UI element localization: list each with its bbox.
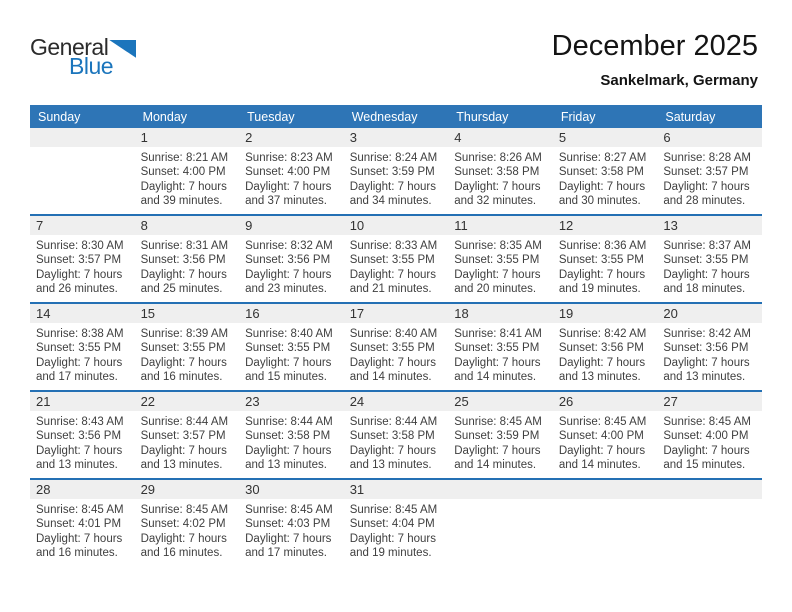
daylight-line: and 13 minutes. [245, 459, 327, 472]
day-cell [344, 215, 449, 303]
week-row [30, 128, 762, 215]
sunrise-line: Sunrise: 8:41 AM [454, 328, 542, 340]
day-details [553, 411, 658, 473]
daylight-line: Daylight: 7 hours [663, 444, 750, 457]
logo-word-general: General [30, 34, 109, 60]
day-details [135, 499, 240, 561]
sunset-line: Sunset: 3:55 PM [454, 254, 540, 267]
day-cell [344, 303, 449, 391]
daylight-line: Daylight: 7 hours [140, 180, 227, 193]
sunrise-line: Sunrise: 8:27 AM [558, 152, 647, 164]
day-number-band: 18 [448, 304, 553, 323]
day-details [448, 323, 553, 385]
daylight-line: and 26 minutes. [36, 283, 118, 296]
daylight-line: and 28 minutes. [663, 195, 746, 208]
weekday-header-row [30, 105, 762, 128]
weekday-header-saturday: Saturday [657, 105, 762, 128]
day-details [657, 411, 762, 473]
day-number-band: 9 [239, 216, 344, 235]
sunset-line: Sunset: 4:00 PM [245, 166, 331, 179]
sunset-line: Sunset: 3:57 PM [140, 430, 226, 443]
day-cell-empty [30, 128, 135, 215]
day-cell [553, 303, 658, 391]
day-number-band: 30 [239, 480, 344, 499]
sunset-line: Sunset: 3:56 PM [245, 254, 331, 267]
day-details [448, 235, 553, 297]
daylight-line: Daylight: 7 hours [245, 180, 332, 193]
day-number-band: 7 [30, 216, 135, 235]
day-details [448, 411, 553, 473]
sunset-line: Sunset: 3:58 PM [558, 166, 644, 179]
day-number-band: 13 [657, 216, 762, 235]
day-details [135, 147, 240, 209]
day-details [344, 323, 449, 385]
day-number-band: 14 [30, 304, 135, 323]
sunrise-line: Sunrise: 8:44 AM [349, 416, 438, 428]
sunrise-line: Sunrise: 8:44 AM [140, 416, 229, 428]
day-number-band: 12 [553, 216, 658, 235]
day-cell [135, 303, 240, 391]
day-details [448, 147, 553, 209]
day-details [30, 411, 135, 473]
daylight-line: Daylight: 7 hours [558, 444, 646, 457]
day-details [30, 147, 135, 151]
sunset-line: Sunset: 4:00 PM [558, 430, 644, 443]
day-cell [657, 215, 762, 303]
weekday-header-friday: Friday [553, 105, 658, 128]
logo-word-blue: Blue [69, 53, 114, 79]
daylight-line: Daylight: 7 hours [558, 268, 646, 281]
week-row [30, 391, 762, 479]
daylight-line: and 39 minutes. [140, 195, 223, 208]
day-number-band: 27 [657, 392, 762, 411]
daylight-line: Daylight: 7 hours [140, 444, 227, 457]
day-cell [448, 128, 553, 215]
day-number-band: 26 [553, 392, 658, 411]
sunrise-line: Sunrise: 8:39 AM [140, 328, 229, 340]
sunset-line: Sunset: 3:55 PM [245, 342, 331, 355]
day-cell [135, 479, 240, 566]
week-row [30, 479, 762, 566]
daylight-line: Daylight: 7 hours [349, 532, 436, 545]
day-number-band: 31 [344, 480, 449, 499]
day-number-band: 6 [657, 128, 762, 147]
daylight-line: Daylight: 7 hours [454, 356, 541, 369]
day-number-band: 29 [135, 480, 240, 499]
general-blue-logo [30, 36, 136, 78]
day-cell [344, 391, 449, 479]
day-cell [239, 479, 344, 566]
day-cell [553, 215, 658, 303]
daylight-line: and 13 minutes. [558, 371, 641, 384]
sunrise-line: Sunrise: 8:21 AM [140, 152, 229, 164]
day-number-band [553, 480, 658, 499]
weekday-header-monday: Monday [135, 105, 240, 128]
sunset-line: Sunset: 3:55 PM [36, 342, 122, 355]
daylight-line: Daylight: 7 hours [36, 444, 123, 457]
day-details [239, 411, 344, 473]
day-number-band: 16 [239, 304, 344, 323]
day-details [657, 499, 762, 503]
day-details [135, 235, 240, 297]
day-details [239, 499, 344, 561]
sunset-line: Sunset: 3:58 PM [349, 430, 435, 443]
week-row [30, 215, 762, 303]
day-details [135, 411, 240, 473]
sunrise-line: Sunrise: 8:26 AM [454, 152, 542, 164]
sunset-line: Sunset: 4:01 PM [36, 518, 122, 531]
day-number-band [448, 480, 553, 499]
day-details [448, 499, 553, 503]
sunrise-line: Sunrise: 8:36 AM [558, 240, 647, 252]
daylight-line: Daylight: 7 hours [454, 268, 541, 281]
day-cell [344, 128, 449, 215]
day-cell [30, 215, 135, 303]
sunrise-line: Sunrise: 8:38 AM [36, 328, 124, 340]
sunset-line: Sunset: 3:56 PM [558, 342, 644, 355]
day-cell [30, 391, 135, 479]
daylight-line: and 34 minutes. [349, 195, 432, 208]
daylight-line: Daylight: 7 hours [663, 356, 750, 369]
day-details [135, 323, 240, 385]
day-cell-empty [657, 479, 762, 566]
day-cell [239, 215, 344, 303]
sunrise-line: Sunrise: 8:42 AM [663, 328, 751, 340]
day-cell-empty [553, 479, 658, 566]
daylight-line: and 23 minutes. [245, 283, 327, 296]
day-details [344, 235, 449, 297]
daylight-line: and 14 minutes. [558, 459, 641, 472]
daylight-line: and 19 minutes. [558, 283, 641, 296]
weekday-header-tuesday: Tuesday [239, 105, 344, 128]
daylight-line: and 25 minutes. [140, 283, 223, 296]
day-number-band: 1 [135, 128, 240, 147]
daylight-line: and 37 minutes. [245, 195, 327, 208]
daylight-line: Daylight: 7 hours [663, 180, 750, 193]
daylight-line: Daylight: 7 hours [36, 532, 123, 545]
sunrise-line: Sunrise: 8:31 AM [140, 240, 229, 252]
day-details [344, 499, 449, 561]
daylight-line: and 17 minutes. [36, 371, 118, 384]
day-number-band: 25 [448, 392, 553, 411]
daylight-line: and 14 minutes. [454, 371, 537, 384]
day-cell-empty [448, 479, 553, 566]
day-number-band: 15 [135, 304, 240, 323]
calendar-body [30, 128, 762, 566]
day-details [239, 323, 344, 385]
day-number-band: 20 [657, 304, 762, 323]
day-cell [657, 303, 762, 391]
page-location: Sankelmark, Germany [600, 72, 758, 89]
daylight-line: and 15 minutes. [245, 371, 327, 384]
daylight-line: and 30 minutes. [558, 195, 641, 208]
sunset-line: Sunset: 3:55 PM [349, 342, 435, 355]
day-cell [30, 479, 135, 566]
day-details [553, 147, 658, 209]
day-cell [553, 391, 658, 479]
sunset-line: Sunset: 3:57 PM [36, 254, 122, 267]
day-details [657, 147, 762, 209]
sunrise-line: Sunrise: 8:43 AM [36, 416, 124, 428]
sunrise-line: Sunrise: 8:32 AM [245, 240, 333, 252]
sunset-line: Sunset: 3:58 PM [454, 166, 540, 179]
day-details [553, 235, 658, 297]
daylight-line: Daylight: 7 hours [245, 356, 332, 369]
sunrise-line: Sunrise: 8:45 AM [454, 416, 542, 428]
sunset-line: Sunset: 3:57 PM [663, 166, 749, 179]
sunrise-line: Sunrise: 8:30 AM [36, 240, 124, 252]
day-cell [344, 479, 449, 566]
daylight-line: and 18 minutes. [663, 283, 746, 296]
weekday-header-wednesday: Wednesday [344, 105, 449, 128]
daylight-line: and 14 minutes. [349, 371, 432, 384]
day-number-band: 5 [553, 128, 658, 147]
weekday-header-sunday: Sunday [30, 105, 135, 128]
day-details [344, 147, 449, 209]
sunset-line: Sunset: 4:00 PM [140, 166, 226, 179]
sunrise-line: Sunrise: 8:40 AM [245, 328, 333, 340]
day-number-band: 3 [344, 128, 449, 147]
daylight-line: and 13 minutes. [663, 371, 746, 384]
daylight-line: and 13 minutes. [140, 459, 223, 472]
day-cell [135, 128, 240, 215]
sunrise-line: Sunrise: 8:45 AM [245, 504, 333, 516]
day-details [30, 499, 135, 561]
day-cell [448, 391, 553, 479]
sunset-line: Sunset: 3:56 PM [140, 254, 226, 267]
day-number-band: 22 [135, 392, 240, 411]
day-details [30, 323, 135, 385]
day-cell [135, 215, 240, 303]
sunrise-line: Sunrise: 8:28 AM [663, 152, 751, 164]
sunset-line: Sunset: 4:02 PM [140, 518, 226, 531]
day-details [657, 323, 762, 385]
daylight-line: Daylight: 7 hours [349, 180, 436, 193]
day-number-band: 10 [344, 216, 449, 235]
sunset-line: Sunset: 3:55 PM [558, 254, 644, 267]
daylight-line: Daylight: 7 hours [245, 532, 332, 545]
day-details [239, 147, 344, 209]
daylight-line: Daylight: 7 hours [349, 268, 436, 281]
sunrise-line: Sunrise: 8:42 AM [558, 328, 647, 340]
daylight-line: Daylight: 7 hours [558, 180, 646, 193]
day-details [30, 235, 135, 297]
sunset-line: Sunset: 3:56 PM [663, 342, 749, 355]
daylight-line: Daylight: 7 hours [454, 444, 541, 457]
sunrise-line: Sunrise: 8:45 AM [663, 416, 751, 428]
day-details [344, 411, 449, 473]
day-number-band: 28 [30, 480, 135, 499]
sunset-line: Sunset: 3:59 PM [454, 430, 540, 443]
daylight-line: and 21 minutes. [349, 283, 432, 296]
day-number-band: 23 [239, 392, 344, 411]
sunrise-line: Sunrise: 8:24 AM [349, 152, 438, 164]
daylight-line: Daylight: 7 hours [454, 180, 541, 193]
day-details [657, 235, 762, 297]
sunset-line: Sunset: 3:55 PM [663, 254, 749, 267]
daylight-line: and 32 minutes. [454, 195, 537, 208]
page-header [0, 0, 792, 105]
daylight-line: Daylight: 7 hours [349, 356, 436, 369]
day-number-band: 2 [239, 128, 344, 147]
sunset-line: Sunset: 3:55 PM [140, 342, 226, 355]
sunrise-line: Sunrise: 8:23 AM [245, 152, 333, 164]
day-number-band: 17 [344, 304, 449, 323]
day-cell [657, 391, 762, 479]
sunset-line: Sunset: 4:04 PM [349, 518, 435, 531]
sunset-line: Sunset: 4:00 PM [663, 430, 749, 443]
sunrise-line: Sunrise: 8:33 AM [349, 240, 438, 252]
day-number-band: 24 [344, 392, 449, 411]
daylight-line: Daylight: 7 hours [140, 532, 227, 545]
day-number-band [30, 128, 135, 147]
day-number-band: 21 [30, 392, 135, 411]
daylight-line: Daylight: 7 hours [140, 268, 227, 281]
sunrise-line: Sunrise: 8:45 AM [558, 416, 647, 428]
day-number-band: 19 [553, 304, 658, 323]
sunrise-line: Sunrise: 8:45 AM [349, 504, 438, 516]
calendar-table [30, 105, 762, 566]
sunrise-line: Sunrise: 8:45 AM [36, 504, 124, 516]
sunset-line: Sunset: 3:55 PM [349, 254, 435, 267]
daylight-line: and 13 minutes. [36, 459, 118, 472]
daylight-line: Daylight: 7 hours [36, 356, 123, 369]
day-number-band [657, 480, 762, 499]
day-number-band: 4 [448, 128, 553, 147]
daylight-line: and 16 minutes. [36, 547, 118, 560]
day-cell [239, 391, 344, 479]
daylight-line: Daylight: 7 hours [558, 356, 646, 369]
day-cell [657, 128, 762, 215]
daylight-line: Daylight: 7 hours [36, 268, 123, 281]
sunrise-line: Sunrise: 8:40 AM [349, 328, 438, 340]
daylight-line: and 14 minutes. [454, 459, 537, 472]
sunset-line: Sunset: 3:58 PM [245, 430, 331, 443]
day-cell [135, 391, 240, 479]
week-row [30, 303, 762, 391]
day-details [553, 499, 658, 503]
day-details [239, 235, 344, 297]
page-title: December 2025 [551, 30, 758, 62]
daylight-line: and 13 minutes. [349, 459, 432, 472]
daylight-line: Daylight: 7 hours [245, 444, 332, 457]
weekday-header-thursday: Thursday [448, 105, 553, 128]
sunrise-line: Sunrise: 8:44 AM [245, 416, 333, 428]
daylight-line: Daylight: 7 hours [663, 268, 750, 281]
day-number-band: 8 [135, 216, 240, 235]
daylight-line: Daylight: 7 hours [245, 268, 332, 281]
day-cell [239, 128, 344, 215]
day-details [553, 323, 658, 385]
daylight-line: and 19 minutes. [349, 547, 432, 560]
logo-flag-icon [109, 40, 136, 58]
day-cell [30, 303, 135, 391]
sunset-line: Sunset: 4:03 PM [245, 518, 331, 531]
day-cell [448, 215, 553, 303]
sunset-line: Sunset: 3:55 PM [454, 342, 540, 355]
sunset-line: Sunset: 3:56 PM [36, 430, 122, 443]
daylight-line: and 16 minutes. [140, 371, 223, 384]
daylight-line: and 16 minutes. [140, 547, 223, 560]
daylight-line: and 20 minutes. [454, 283, 537, 296]
sunrise-line: Sunrise: 8:37 AM [663, 240, 751, 252]
sunrise-line: Sunrise: 8:45 AM [140, 504, 229, 516]
daylight-line: Daylight: 7 hours [140, 356, 227, 369]
sunset-line: Sunset: 3:59 PM [349, 166, 435, 179]
daylight-line: Daylight: 7 hours [349, 444, 436, 457]
day-cell [448, 303, 553, 391]
day-cell [553, 128, 658, 215]
day-number-band: 11 [448, 216, 553, 235]
sunrise-line: Sunrise: 8:35 AM [454, 240, 542, 252]
day-cell [239, 303, 344, 391]
daylight-line: and 17 minutes. [245, 547, 327, 560]
daylight-line: and 15 minutes. [663, 459, 746, 472]
